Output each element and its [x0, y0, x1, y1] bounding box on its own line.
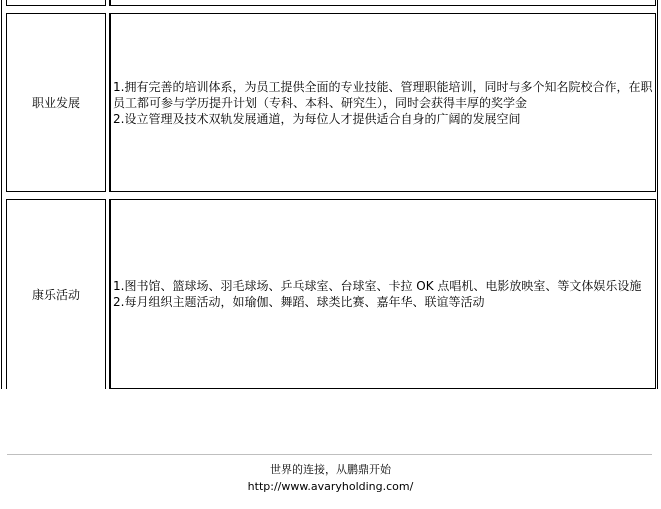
- career-line-1: 1.拥有完善的培训体系，为员工提供全面的专业技能、管理职能培训，同时与多个知名院校合作，在职员工都可参与学历提升计划（专科、本科、研究生），同时会获得丰厚的奖学金: [113, 79, 653, 110]
- recreation-line-1: 1.图书馆、篮球场、羽毛球场、乒乓球室、台球室、卡拉 OK 点唱机、电影放映室、等文体娱乐设施: [113, 279, 642, 293]
- table-cell-text: [109, 199, 656, 389]
- table-cell-label: [6, 199, 106, 389]
- table-row-recreation: [6, 199, 658, 389]
- table-outer-border-right: [657, 0, 658, 389]
- table-outer-border-left: [1, 0, 2, 389]
- footer-url: http://www.avaryholding.com/: [247, 480, 414, 493]
- table-row-partial: [6, 0, 658, 6]
- row-label-career: 职业发展: [31, 96, 80, 110]
- table-cell-text: [109, 13, 656, 192]
- recreation-line-2: 2.每月组织主题活动，如瑜伽、舞蹈、球类比赛、嘉年华、联谊等活动: [113, 295, 485, 309]
- page-footer: [0, 461, 661, 495]
- table-row-career: [6, 13, 658, 192]
- row-label-recreation: 康乐活动: [31, 288, 80, 302]
- table-cell-label: [6, 0, 106, 6]
- table-cell-text: [109, 0, 656, 6]
- footer-divider: [7, 454, 652, 455]
- table-cell-label: [6, 13, 106, 192]
- career-line-2: 2.设立管理及技术双轨发展通道，为每位人才提供适合自身的广阔的发展空间: [113, 111, 521, 126]
- footer-slogan: 世界的连接，从鹏鼎开始: [270, 463, 391, 476]
